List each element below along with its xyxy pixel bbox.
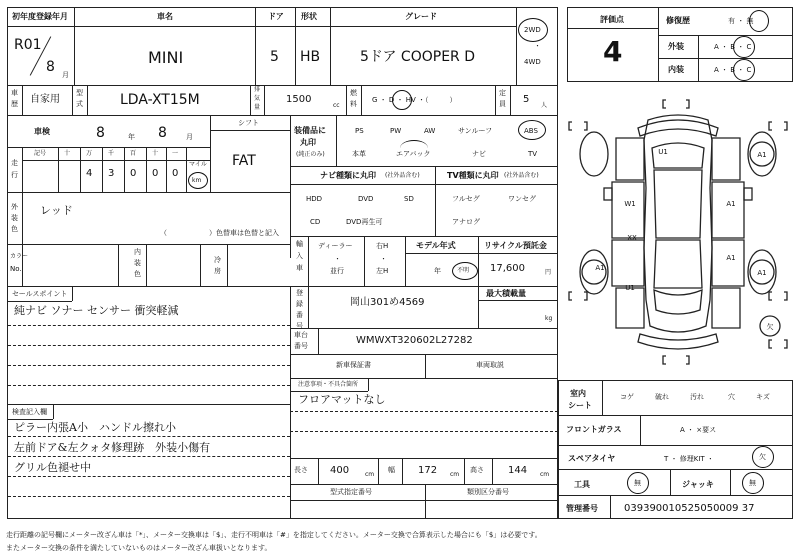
navi-option: CD [310, 218, 321, 226]
mark-missing: 欠 [766, 323, 774, 331]
km-label: km [192, 177, 202, 184]
import-label-2: 入 [296, 252, 303, 260]
interior-sheet-label-2: シート [568, 401, 592, 410]
interior-sheet-option: 穴 [728, 393, 735, 401]
tools-label: 工具 [574, 480, 590, 489]
equip-label-1: 装備品に [294, 126, 326, 135]
usage-label-2: 歴 [11, 100, 18, 108]
disp-label-3: 量 [254, 104, 261, 111]
airbag-arc [400, 140, 428, 156]
chassis-label: 車台 [294, 331, 308, 339]
interior-selected-circle [733, 59, 755, 81]
equipment-item: ABS [524, 127, 538, 135]
equipment-item: サンルーフ [458, 127, 493, 135]
displacement-value: 1500 [286, 94, 312, 105]
inspector-line-1: ピラー内張A小 ハンドル擦れ小 [14, 421, 176, 434]
fuel-options: G ・ D ・ HV ・（ ） [372, 96, 457, 104]
body-label: 形状 [301, 12, 317, 21]
abs-circle [518, 120, 546, 140]
height-unit: cm [540, 471, 550, 478]
import-label: 輸 [296, 240, 303, 248]
fuel-selected-circle [392, 90, 412, 110]
score-value: 4 [603, 35, 623, 68]
glass-options: A ・ ×要ス [680, 426, 717, 434]
reg-label-3: 番 [296, 311, 303, 319]
interior-sheet-label-1: 室内 [570, 389, 586, 398]
mileage-col-header: 万 [86, 150, 93, 157]
drive-4wd: 4WD [524, 58, 541, 66]
equipment-item: 本革 [352, 150, 366, 158]
mileage-label-2: 行 [11, 171, 18, 179]
model-year-label: モデル年式 [416, 241, 456, 250]
car-name: MINI [148, 48, 184, 67]
equipment-item: AW [424, 127, 436, 135]
mark-u1-top: U1 [658, 148, 668, 156]
import-dot-1: ・ [334, 255, 341, 263]
equipment-item: エアバック [396, 150, 431, 158]
interior-label-3: 色 [134, 270, 141, 278]
jack-label: ジャッキ [682, 480, 714, 489]
inspection-year-unit: 年 [128, 133, 135, 141]
equip-label-2: 丸印 [300, 138, 316, 147]
length-unit: cm [365, 471, 375, 478]
height-value: 144 [508, 465, 528, 476]
reg-label-2: 録 [296, 300, 303, 308]
recycle-value: 17,600 [490, 263, 525, 274]
interior-sheet-option: 破れ [655, 393, 669, 401]
reg-label: 登 [296, 289, 303, 297]
capacity-unit: 人 [541, 102, 548, 109]
interior-sheet-option: コゲ [620, 393, 634, 401]
shift-value: FAT [232, 153, 256, 169]
repair-options: 有 ・ 無 [728, 17, 754, 25]
mileage-col-header: 千 [108, 150, 115, 157]
inspection-month-unit: 月 [186, 133, 193, 141]
mileage-digit: 0 [152, 168, 159, 179]
navi-option: DVD再生可 [346, 218, 383, 226]
repair-label: 修復歴 [666, 16, 690, 25]
recycle-unit: 円 [545, 269, 552, 276]
interior-options: A ・ B ・ C [714, 66, 752, 74]
disp-label: 排 [254, 86, 261, 93]
capacity-value: 5 [523, 94, 530, 105]
mileage-col-header: 百 [130, 150, 137, 157]
usage-value: 自家用 [30, 94, 60, 105]
tv-sub: (社外品含む) [504, 172, 539, 179]
navi-option: SD [404, 195, 414, 203]
color-note: （ ）色替車は色替と記入 [160, 229, 279, 237]
tv-header: TV種類に丸印 [447, 171, 499, 180]
fuel-label: 燃 [350, 89, 357, 97]
mark-xx: XX [627, 234, 637, 242]
recycle-label: リサイクル預託金 [484, 241, 547, 250]
chassis-number: WMWXT320602L27282 [356, 335, 473, 346]
model-year-unknown: 不明 [457, 267, 470, 274]
chassis-label-2: 番号 [294, 342, 308, 350]
warranty-label: 新車保証書 [336, 361, 371, 369]
capacity-label: 定 [499, 89, 506, 97]
model-value: LDA-XT15M [120, 92, 200, 108]
equip-label-3: (純正のみ) [296, 151, 325, 158]
mileage-col-header: 記号 [34, 150, 47, 157]
control-number: 039390010525050009 37 [624, 503, 755, 514]
import-left-h: 左H [376, 267, 389, 275]
exterior-options: A ・ B ・ C [714, 43, 752, 51]
score-label: 評価点 [600, 15, 624, 24]
plate-number: 岡山301め4569 [350, 297, 425, 308]
import-dot-2: ・ [380, 255, 387, 263]
model-label-2: 式 [76, 100, 83, 108]
length-label: 長さ [294, 466, 308, 474]
reg-label-4: 号 [296, 322, 303, 330]
equipment-item: PW [390, 127, 402, 135]
mileage-digit: 0 [172, 168, 179, 179]
repair-selected-circle [749, 10, 769, 32]
mark-u1-bottom: U1 [625, 284, 635, 292]
mark-a1-center-bottom: A1 [726, 254, 736, 262]
interior-label: 内 [134, 248, 141, 256]
interior-sheet-option: 汚れ [690, 393, 704, 401]
grade-value: 5ドア COOPER D [360, 49, 475, 65]
mileage-digit: 3 [108, 168, 115, 179]
control-label: 管理番号 [566, 504, 598, 513]
spare-options: T ・ 修理KIT ・ [664, 455, 714, 463]
mileage-col-header: 十 [152, 150, 159, 157]
mark-a1-left-bottom: A1 [595, 264, 605, 272]
exterior-label: 外装 [668, 42, 684, 51]
max-load-label: 最大積載量 [486, 289, 526, 298]
width-label: 幅 [388, 466, 395, 474]
grade-label: グレード [405, 12, 437, 21]
usage-label: 車 [11, 89, 18, 97]
car-damage-diagram [560, 88, 796, 378]
import-right-h: 右H [376, 242, 389, 250]
body-type: HB [300, 49, 321, 65]
footer-line-2: またメーター交換の条件を満たしていないものはメーター改ざん車扱いとなります。 [6, 544, 272, 552]
interior-sheet-option: キズ [756, 393, 770, 401]
import-dealer: ディーラー [318, 242, 353, 250]
mark-a1-center: A1 [726, 200, 736, 208]
sales-point-label: セールスポイント [12, 290, 68, 298]
door-count: 5 [270, 49, 279, 65]
first-reg-label: 初年度登録年月 [12, 12, 68, 21]
color-label-2: 装 [11, 214, 18, 222]
color-label: 外 [11, 203, 18, 211]
mileage-digit: 0 [130, 168, 137, 179]
notes-label: 注意事項・不具合箇所 [298, 381, 359, 388]
spare-label: スペアタイヤ [568, 454, 616, 463]
interior-grade-label: 内装 [668, 65, 684, 74]
navi-option: HDD [306, 195, 323, 203]
import-label-3: 車 [296, 264, 303, 272]
inspector-line-2: 左前ドア&左クォタ修理跡 外装小傷有 [14, 441, 211, 454]
inspection-year: 8 [96, 125, 105, 141]
navi-header: ナビ種類に丸印 [320, 171, 376, 180]
disp-label-2: 気 [254, 95, 261, 102]
max-load-unit: kg [545, 315, 553, 322]
height-label: 高さ [470, 466, 484, 474]
color-label-3: 色 [11, 225, 18, 233]
door-label: ドア [268, 12, 284, 21]
first-reg-month: 8 [46, 59, 55, 75]
inspection-label: 車検 [34, 127, 50, 136]
equipment-item: TV [528, 150, 538, 158]
capacity-label-2: 員 [499, 100, 506, 108]
mileage-col-header: 十 [64, 150, 71, 157]
mark-w1-left: W1 [624, 200, 636, 208]
model-year-unit: 年 [434, 267, 441, 275]
shift-label: シフト [238, 119, 259, 127]
navi-option: DVD [358, 195, 374, 203]
disp-unit: cc [333, 102, 340, 109]
drive-separator: ・ [534, 42, 541, 50]
class-number-label: 類別区分番号 [467, 488, 509, 496]
interior-label-2: 装 [134, 259, 141, 267]
width-unit: cm [450, 471, 460, 478]
mark-a1-right-bottom: A1 [757, 269, 767, 277]
navi-sub: (社外品含む) [385, 172, 420, 179]
spare-selected: 欠 [759, 453, 766, 461]
glass-label: フロントガラス [566, 425, 622, 434]
drive-2wd: 2WD [524, 26, 541, 34]
type-number-label: 型式指定番号 [330, 488, 372, 496]
tv-option: フルセグ [452, 195, 480, 203]
length-value: 400 [330, 465, 350, 476]
inspector-line-3: グリル色褪せ中 [14, 461, 91, 474]
tools-value: 無 [634, 479, 641, 487]
no-label: No. [10, 265, 22, 273]
color-value: レッド [40, 204, 73, 217]
tv-option: ワンセグ [508, 195, 536, 203]
fuel-label-2: 料 [350, 100, 357, 108]
manual-label: 車両取説 [476, 361, 504, 369]
equipment-item: PS [355, 127, 364, 135]
car-name-label: 車名 [157, 12, 173, 21]
exterior-selected-circle [733, 36, 755, 58]
color-no-label: カラー [10, 253, 29, 260]
notes-text: フロアマットなし [298, 393, 386, 406]
ac-label-2: 房 [214, 267, 221, 275]
mileage-label: 走 [11, 159, 18, 167]
tv-option: アナログ [452, 218, 480, 226]
mark-a1-right-top: A1 [757, 151, 767, 159]
mileage-digit: 4 [86, 168, 93, 179]
ac-label: 冷 [214, 256, 221, 264]
first-reg-era: R01 [14, 37, 42, 53]
jack-value: 無 [749, 479, 756, 487]
footer-line-1: 走行距離の記号欄にメーター改ざん車は「*」、メーター交換車は「$」、走行不明車は「#」を指定してください。メーター交換で合算表示した場合にも「$」は必要です。 [6, 531, 542, 539]
model-label: 型 [76, 89, 83, 97]
mile-label: マイル [189, 161, 207, 168]
first-reg-month-unit: 月 [62, 71, 69, 79]
inspector-label: 検査記入欄 [12, 408, 47, 416]
import-parallel: 並行 [330, 267, 344, 275]
inspection-month: 8 [158, 125, 167, 141]
equipment-item: ナビ [472, 150, 486, 158]
sales-point-text: 純ナビ ソナー センサー 衝突軽減 [14, 304, 179, 317]
mileage-col-header: 一 [172, 150, 179, 157]
width-value: 172 [418, 465, 438, 476]
